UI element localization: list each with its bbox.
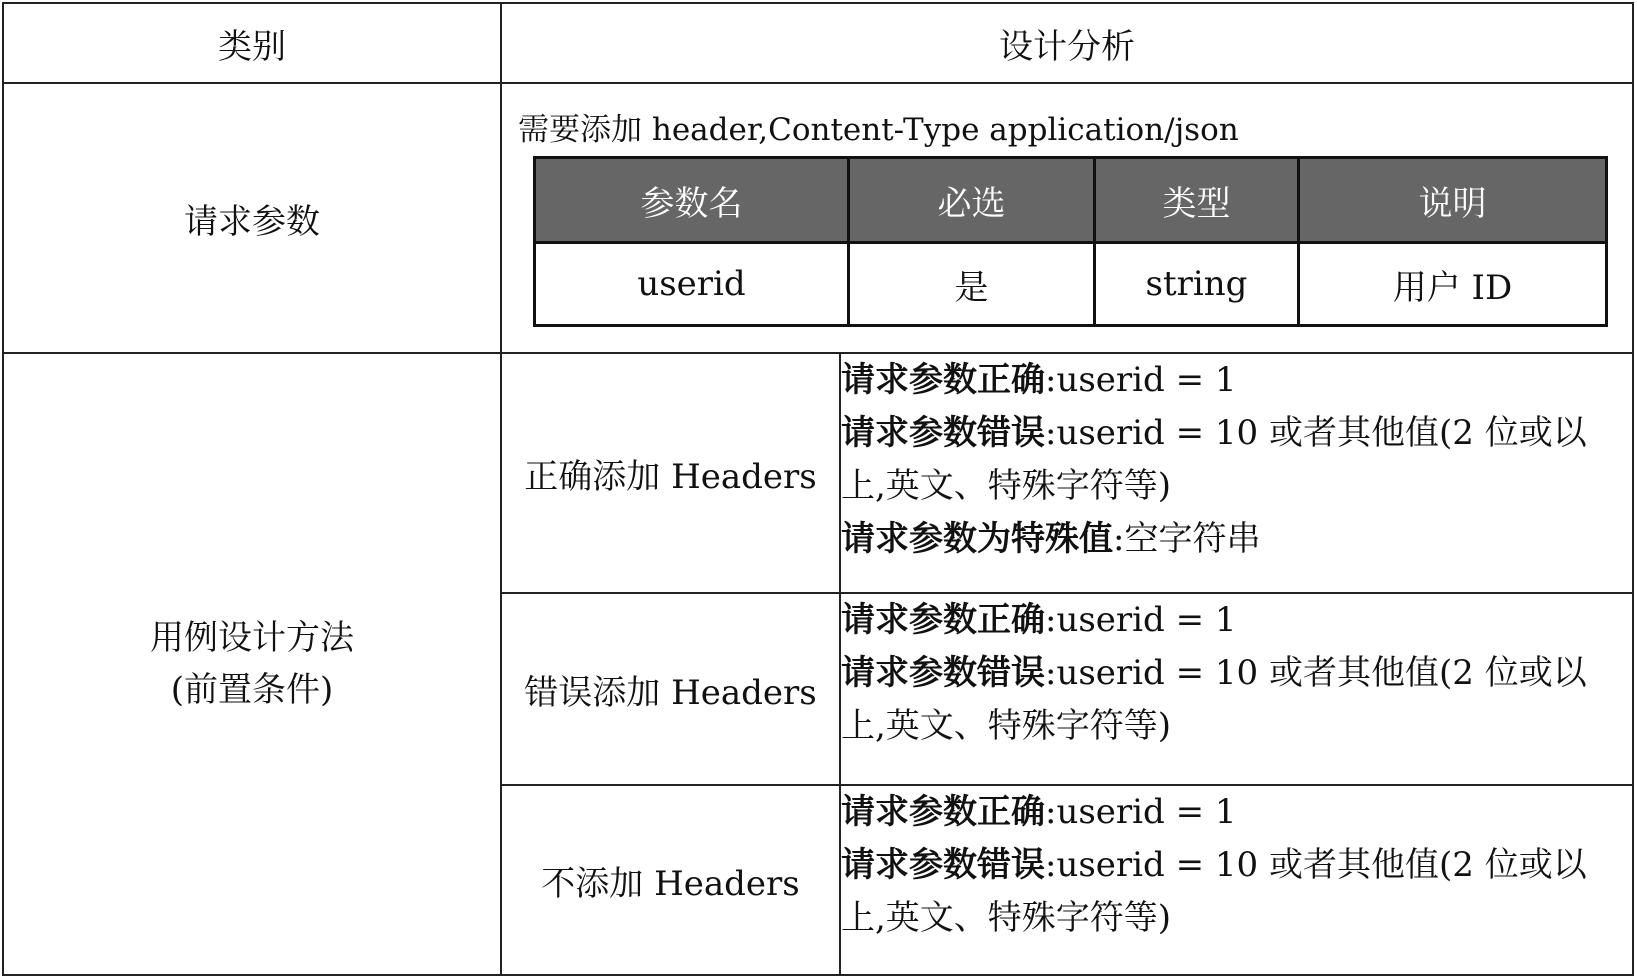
case-line: 请求参数正确:userid = 1 [841, 792, 1237, 832]
header-analysis: 设计分析 [501, 3, 1633, 83]
header-row [3, 3, 1633, 83]
param-desc: 用户 ID [1299, 243, 1607, 326]
design-analysis-table [2, 2, 1634, 976]
case-description [840, 593, 1633, 785]
param-name: userid [535, 243, 849, 326]
case-line: 请求参数正确:userid = 1 [841, 360, 1237, 400]
case-line: 上,英文、特殊字符等) [841, 706, 1172, 746]
case-line: 请求参数为特殊值:空字符串 [841, 519, 1261, 559]
case-line: 请求参数正确:userid = 1 [841, 600, 1237, 640]
case-name: 不添加 Headers [501, 785, 840, 975]
case-row-correct [3, 353, 1633, 593]
params-data-row [535, 243, 1607, 326]
case-line: 请求参数错误:userid = 10 或者其他值(2 位或以 [841, 413, 1587, 453]
params-header-required: 必选 [849, 158, 1095, 243]
params-table [533, 156, 1608, 327]
case-line: 上,英文、特殊字符等) [841, 898, 1172, 938]
params-header-name: 参数名 [535, 158, 849, 243]
case-name: 正确添加 Headers [501, 353, 840, 593]
param-type: string [1095, 243, 1299, 326]
params-header-desc: 说明 [1299, 158, 1607, 243]
method-label-line2: (前置条件) [170, 670, 334, 710]
method-label [3, 353, 501, 975]
case-name: 错误添加 Headers [501, 593, 840, 785]
request-params-intro: 需要添加 header,Content-Type application/json [518, 112, 1239, 148]
params-header-type: 类型 [1095, 158, 1299, 243]
case-description [840, 353, 1633, 593]
case-line: 请求参数错误:userid = 10 或者其他值(2 位或以 [841, 653, 1587, 693]
case-line: 请求参数错误:userid = 10 或者其他值(2 位或以 [841, 845, 1587, 885]
case-line: 上,英文、特殊字符等) [841, 466, 1172, 506]
header-category: 类别 [3, 3, 501, 83]
request-params-label: 请求参数 [3, 83, 501, 353]
method-label-line1: 用例设计方法 [150, 618, 354, 658]
params-header-row [535, 158, 1607, 243]
request-params-row [3, 83, 1633, 353]
request-params-cell [501, 83, 1633, 353]
case-description [840, 785, 1633, 975]
param-required: 是 [849, 243, 1095, 326]
